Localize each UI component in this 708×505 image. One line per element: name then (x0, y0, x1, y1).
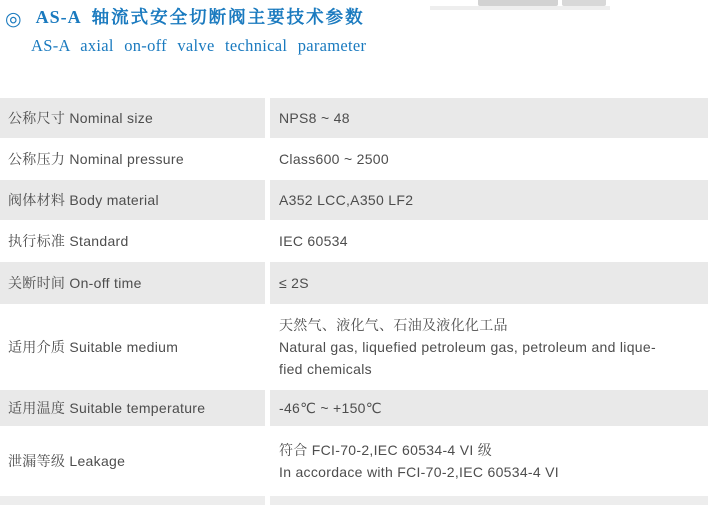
row-value (270, 262, 708, 304)
value-line: ≤ 2S (279, 275, 309, 291)
table-row-nominal-pressure (0, 138, 708, 180)
value-line: 天然气、液化气、石油及液化化工品 (279, 317, 508, 333)
section-title (5, 4, 365, 31)
row-value (270, 98, 708, 138)
value-line: Class600 ~ 2500 (279, 151, 389, 167)
title-model-code: AS-A (35, 7, 82, 27)
row-value (270, 220, 708, 262)
row-value (270, 426, 708, 496)
row-value (270, 138, 708, 180)
table-row-standard (0, 220, 708, 262)
title-chinese: 轴流式安全切断阀主要技术参数 (91, 7, 365, 27)
header-smudge-1 (478, 0, 558, 6)
table-row-suitable-medium (0, 304, 708, 390)
value-line: NPS8 ~ 48 (279, 110, 350, 126)
value-line: A352 LCC,A350 LF2 (279, 192, 414, 208)
table-row-suitable-temperature (0, 390, 708, 426)
value-line: fied chemicals (279, 361, 372, 377)
row-label: 执行标准 Standard (8, 233, 129, 249)
row-label: 阀体材料 Body material (0, 180, 265, 220)
value-line: In accordace with FCI-70-2,IEC 60534-4 VI (279, 464, 559, 480)
row-value (270, 390, 708, 426)
parameter-table (0, 98, 708, 505)
value-line: 符合 FCI-70-2,IEC 60534-4 VI 级 (279, 442, 493, 458)
row-label (0, 496, 265, 505)
row-label: 适用温度 Suitable temperature (0, 390, 265, 426)
row-label: 公称尺寸 Nominal size (0, 98, 265, 138)
row-value (270, 304, 708, 390)
row-value (270, 496, 708, 505)
row-value (270, 180, 708, 220)
table-row-nominal-size (0, 98, 708, 138)
table-row-onoff-time (0, 262, 708, 304)
value-line: Natural gas, liquefied petroleum gas, petroleum and lique- (279, 339, 656, 355)
row-label: 公称压力 Nominal pressure (8, 151, 184, 167)
section-subtitle: AS-A axial on-off valve technical parameter (31, 36, 367, 55)
header-smudge-shadow (430, 6, 610, 10)
value-line: IEC 60534 (279, 233, 348, 249)
value-line: -46℃ ~ +150℃ (279, 400, 382, 416)
row-label: 泄漏等级 Leakage (8, 453, 126, 469)
row-label: 适用介质 Suitable medium (8, 339, 179, 355)
bullseye-icon: ◎ (5, 9, 22, 30)
header-smudge-2 (562, 0, 606, 6)
row-label: 关断时间 On-off time (0, 262, 265, 304)
table-row-leakage (0, 426, 708, 496)
table-row-partial (0, 496, 708, 505)
table-row-body-material (0, 180, 708, 220)
